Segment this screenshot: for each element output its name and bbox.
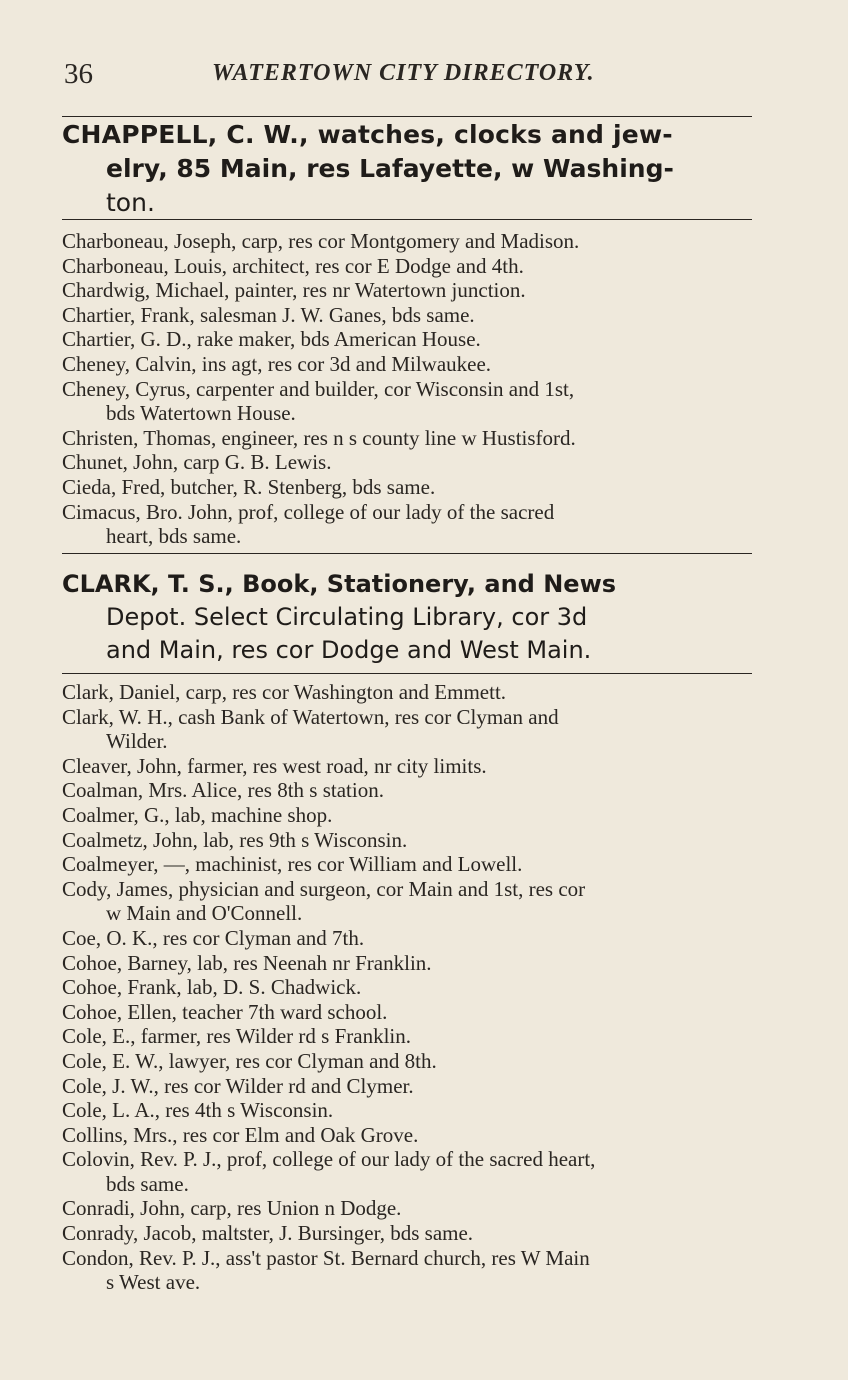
directory-entry [62,352,762,377]
entry-line: Coalmer, G., lab, machine shop. [62,802,333,827]
entry-line: Colovin, Rev. P. J., prof, college of our lady of the sacred heart, [62,1147,596,1172]
ad-line: elry, 85 Main, res Lafayette, w Washing- [106,154,674,183]
directory-entry [62,828,762,853]
directory-entry [62,926,762,951]
directory-entry [62,975,762,1000]
directory-entry [62,475,762,500]
directory-entry [62,303,762,328]
directory-entry [62,1221,762,1246]
entry-line: Cohoe, Ellen, teacher 7th ward school. [62,999,388,1024]
directory-entry [62,426,762,451]
entry-line: Charboneau, Joseph, carp, res cor Montgomery and Madison. [62,229,580,253]
entry-continuation: heart, bds same. [106,524,242,549]
directory-entry [62,754,762,779]
entry-line: Cheney, Cyrus, carpenter and builder, cor Wisconsin and 1st, [62,376,575,401]
directory-entry [62,680,762,705]
rule-top [62,116,752,117]
entry-line: Conrady, Jacob, maltster, J. Bursinger, bds same. [62,1221,474,1246]
page-number: 36 [64,58,93,90]
directory-entry [62,1147,762,1196]
entry-line: Cole, E., farmer, res Wilder rd s Franklin. [62,1024,412,1049]
entry-line: Charboneau, Louis, architect, res cor E Dodge and 4th. [62,253,524,278]
directory-entry [62,1049,762,1074]
directory-entry [62,1074,762,1099]
rule-clark-top [62,553,752,554]
rule-clark-bottom [62,673,752,674]
ad-line: and Main, res cor Dodge and West Main. [106,636,592,664]
entry-line: Cohoe, Frank, lab, D. S. Chadwick. [62,975,362,1000]
entry-line: Cole, J. W., res cor Wilder rd and Clymer. [62,1073,414,1098]
entry-line: Cleaver, John, farmer, res west road, nr city limits. [62,753,487,778]
directory-entry [62,951,762,976]
directory-entry [62,377,762,426]
directory-entry [62,1000,762,1025]
entry-line: Cole, L. A., res 4th s Wisconsin. [62,1098,334,1123]
ad-line: Depot. Select Circulating Library, cor 3d [106,603,588,631]
entry-continuation: bds same. [106,1171,189,1196]
directory-entry [62,803,762,828]
directory-entry [62,877,762,926]
entry-continuation: bds Watertown House. [106,401,296,426]
entry-line: Cieda, Fred, butcher, R. Stenberg, bds same. [62,474,436,499]
entry-line: Clark, Daniel, carp, res cor Washington and Emmett. [62,680,507,704]
directory-entry [62,778,762,803]
entry-line: Coalmeyer, —, machinist, res cor William and Lowell. [62,852,523,877]
rule-chappell-bottom [62,219,752,220]
entry-continuation: Wilder. [106,729,168,754]
directory-entry [62,500,762,549]
entry-line: Cimacus, Bro. John, prof, college of our lady of the sacred [62,499,555,524]
advertisement-clark [62,568,762,667]
entry-line: Coalmetz, John, lab, res 9th s Wisconsin. [62,827,408,852]
entry-line: Cole, E. W., lawyer, res cor Clyman and 8th. [62,1048,437,1073]
directory-entry [62,254,762,279]
entries-block-1 [62,229,762,549]
entry-line: Coe, O. K., res cor Clyman and 7th. [62,925,365,950]
ad-line: CLARK, T. S., Book, Stationery, and News [62,570,617,598]
entry-line: Chartier, Frank, salesman J. W. Ganes, bds same. [62,302,475,327]
entry-line: Chartier, G. D., rake maker, bds American House. [62,327,481,352]
page-header [64,58,754,98]
directory-entry [62,1123,762,1148]
directory-entry [62,1098,762,1123]
running-title: WATERTOWN CITY DIRECTORY. [212,60,595,86]
entry-line: Condon, Rev. P. J., ass't pastor St. Bernard church, res W Main [62,1245,590,1270]
directory-entry [62,327,762,352]
directory-entry [62,1246,762,1295]
entry-line: Christen, Thomas, engineer, res n s county line w Hustisford. [62,425,576,450]
entry-line: Chunet, John, carp G. B. Lewis. [62,450,332,475]
entry-line: Chardwig, Michael, painter, res nr Watertown junction. [62,278,526,303]
directory-entry [62,705,762,754]
entry-line: Coalman, Mrs. Alice, res 8th s station. [62,778,384,803]
entry-line: Conradi, John, carp, res Union n Dodge. [62,1196,402,1221]
directory-entry [62,852,762,877]
entry-continuation: w Main and O'Connell. [106,901,303,926]
directory-entry [62,229,762,254]
entry-line: Cheney, Calvin, ins agt, res cor 3d and Milwaukee. [62,351,492,376]
ad-line: CHAPPELL, C. W., watches, clocks and jew- [62,120,673,149]
entries-block-2 [62,680,762,1295]
entry-line: Clark, W. H., cash Bank of Watertown, res cor Clyman and [62,704,559,729]
directory-entry [62,278,762,303]
directory-entry [62,1196,762,1221]
entry-continuation: s West ave. [106,1270,201,1295]
advertisement-chappell [62,118,762,220]
entry-line: Cody, James, physician and surgeon, cor Main and 1st, res cor [62,876,586,901]
directory-entry [62,450,762,475]
entry-line: Cohoe, Barney, lab, res Neenah nr Franklin. [62,950,432,975]
ad-line: ton. [106,188,155,217]
directory-entry [62,1024,762,1049]
entry-line: Collins, Mrs., res cor Elm and Oak Grove. [62,1122,419,1147]
